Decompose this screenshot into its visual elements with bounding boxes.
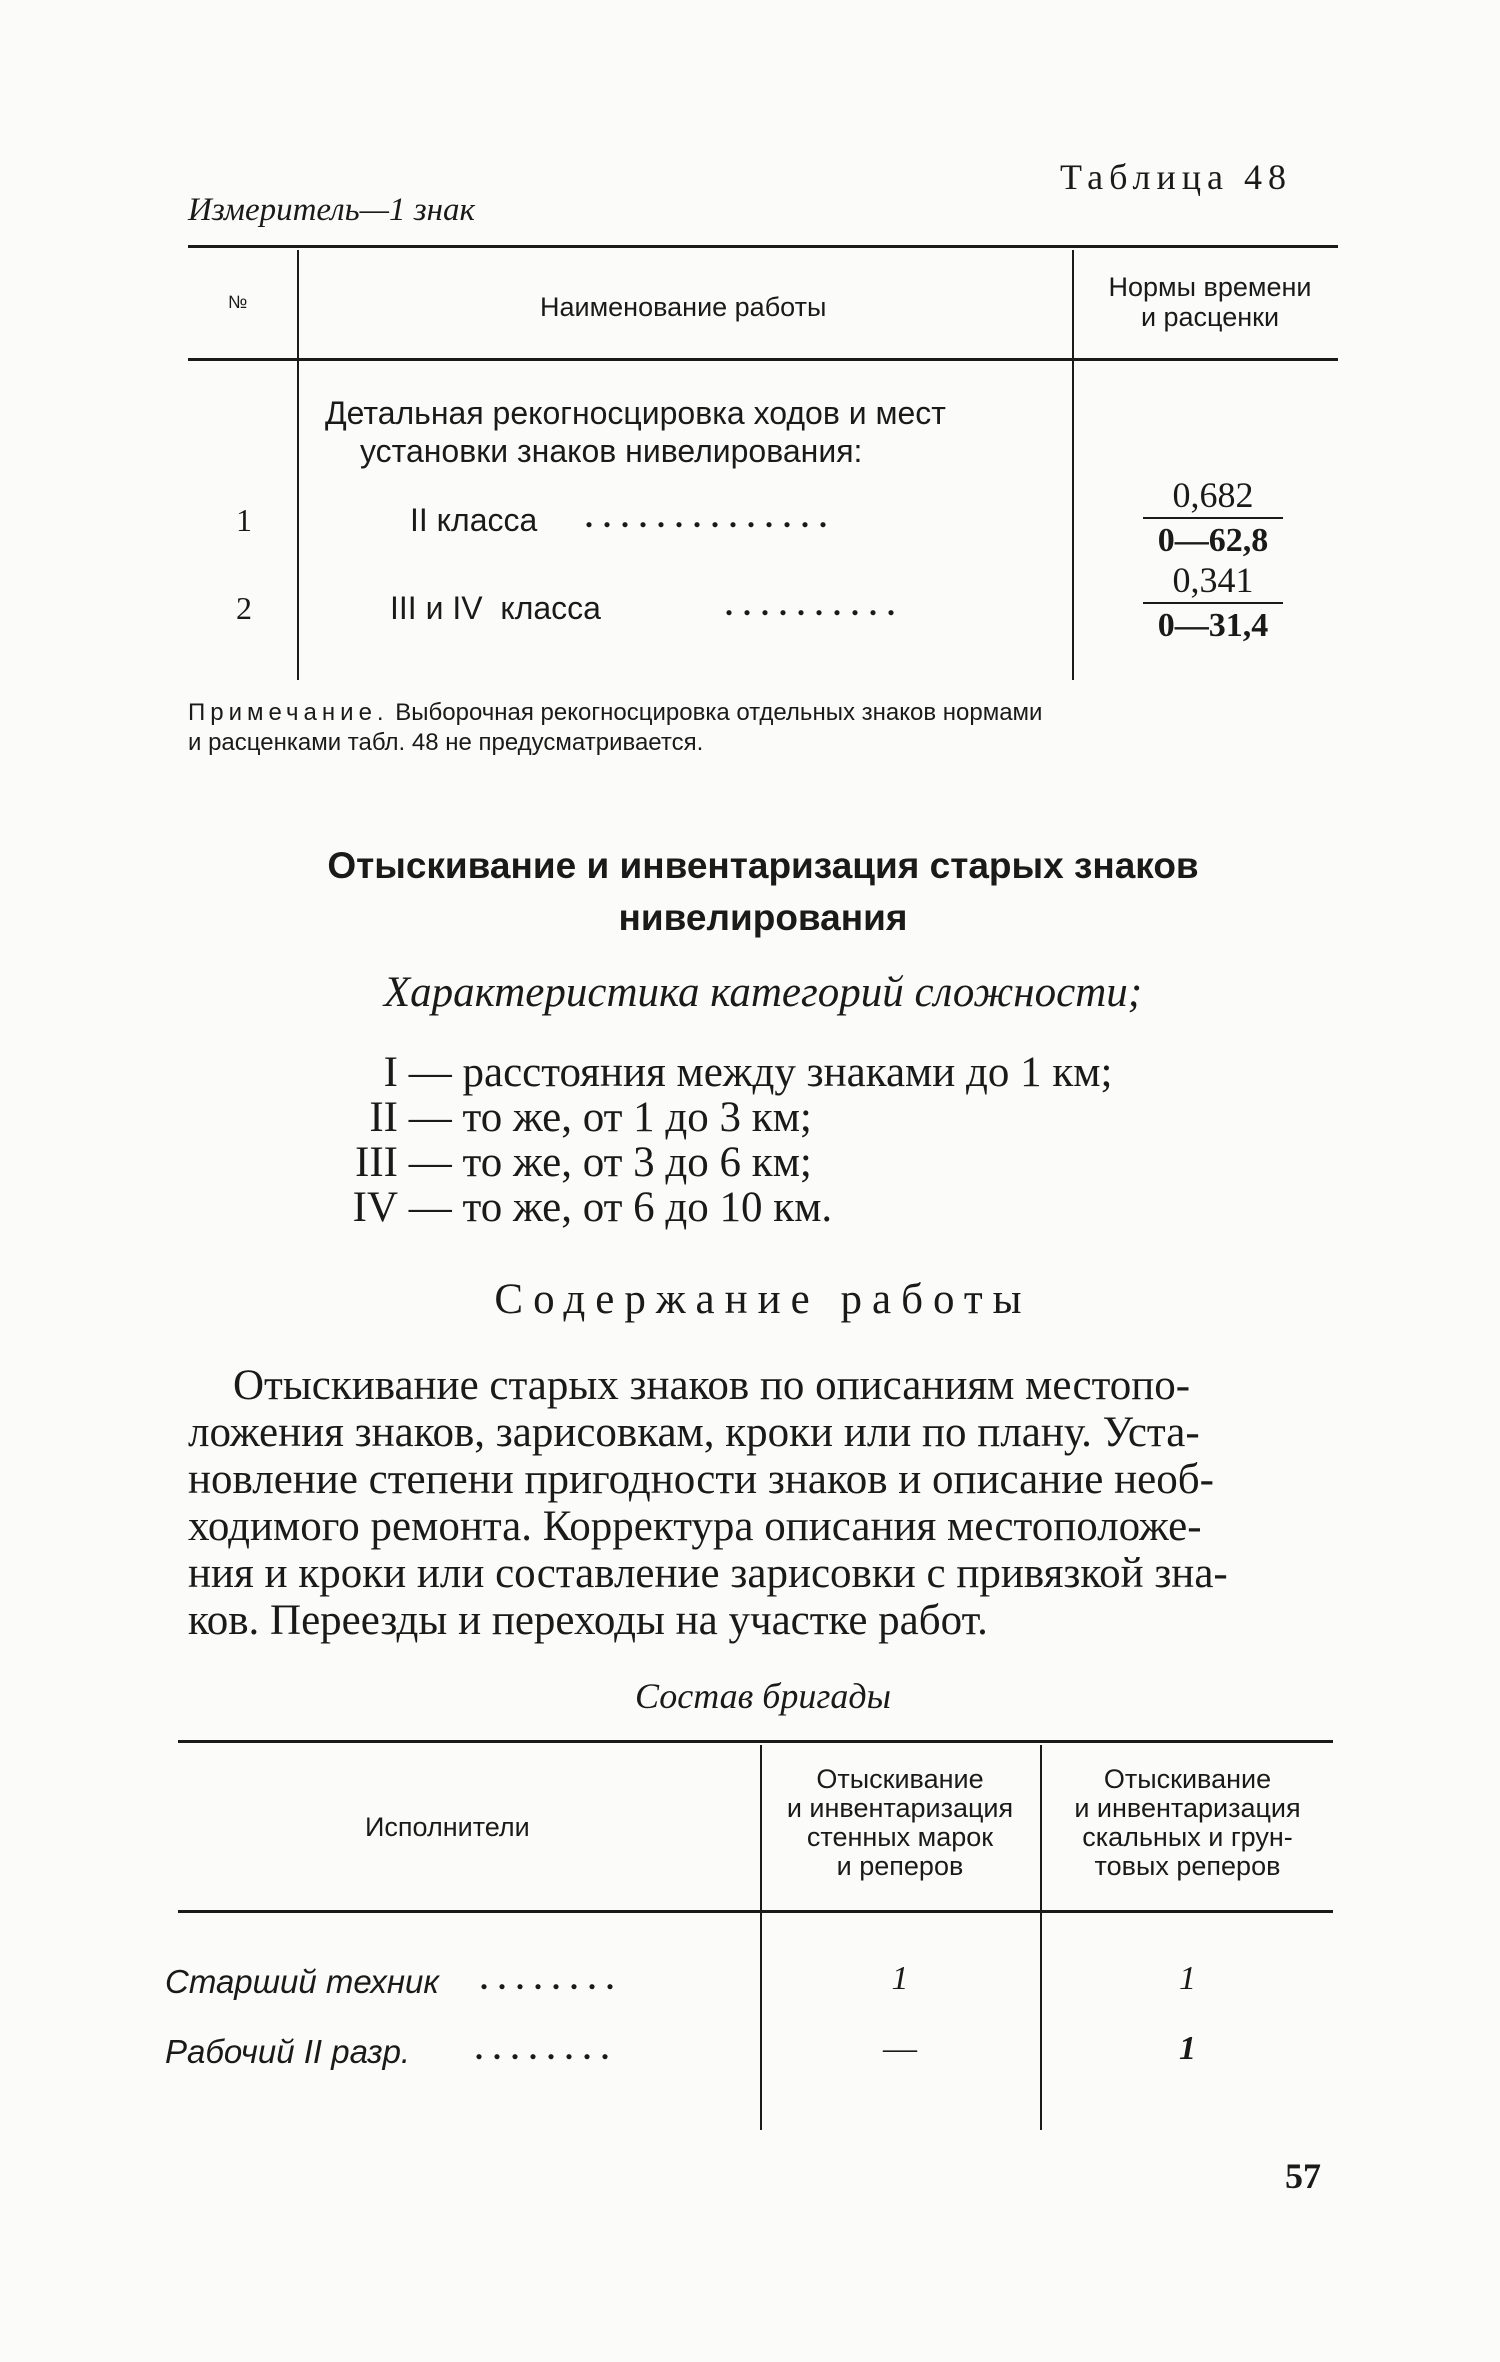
header-line: и реперов — [836, 1851, 964, 1881]
content-line: ния и кроки или составление зарисовки с привязкой зна- — [188, 1550, 1228, 1597]
table-group-line2: установки знаков нивелирования: — [360, 433, 863, 469]
categories-title: Характеристика категорий сложности; — [383, 969, 1143, 1016]
table-row-1-dots: .............. — [585, 498, 837, 534]
table-header-name: Наименование работы — [540, 292, 827, 322]
brigade-header-col2 — [1045, 1765, 1330, 1881]
table-measure: Измеритель—1 знак — [188, 192, 475, 228]
categories-list — [318, 1050, 1112, 1230]
section-heading-line2: нивелирования — [618, 897, 908, 938]
table-row-1-fraction — [1143, 475, 1283, 561]
header-line: и инвентаризация — [786, 1793, 1014, 1823]
table-note-label: Примечание. — [188, 699, 389, 726]
table-col-divider-1 — [297, 250, 299, 680]
table-note-text1: Выборочная рекогносцировка отдельных знаков нормами — [388, 699, 1043, 726]
section-heading — [188, 840, 1338, 944]
header-line: и инвентаризация — [1074, 1793, 1301, 1823]
category-roman: IV — [352, 1184, 398, 1231]
table-header-norms-line2: и расценки — [1140, 302, 1280, 332]
table-row-1-norm: 0,682 — [1172, 475, 1254, 515]
brigade-header-performers: Исполнители — [365, 1812, 530, 1842]
content-title: Содержание работы — [494, 1276, 1032, 1323]
brigade-header-col1 — [765, 1765, 1035, 1881]
category-text: — то же, от 3 до 6 км; — [408, 1139, 812, 1186]
brigade-row-1-col2: 1 — [1179, 1960, 1196, 1997]
table-header-num: № — [228, 292, 248, 312]
brigade-title: Состав бригады — [634, 1676, 892, 1716]
brigade-row-1-col1: 1 — [891, 1960, 909, 1997]
brigade-header-rule — [178, 1910, 1333, 1913]
category-text: — то же, от 6 до 10 км. — [408, 1184, 833, 1231]
table-row-1-price: 0—62,8 — [1157, 522, 1269, 559]
brigade-row-1-dots: ........ — [480, 1960, 624, 1996]
table-row-1-name: II класса — [410, 502, 538, 538]
brigade-row-2-dots: ........ — [475, 2030, 619, 2066]
header-line: Отыскивание — [1103, 1764, 1272, 1794]
content-line: ходимого ремонта. Корректура описания местоположе- — [188, 1503, 1202, 1550]
category-item — [318, 1185, 1112, 1230]
table-header-norms-line1: Нормы времени — [1108, 272, 1312, 302]
table-note-line2: и расценками табл. 48 не предусматривается. — [188, 729, 704, 756]
table-row-2-num: 2 — [236, 590, 252, 626]
header-line: Отыскивание — [816, 1764, 984, 1794]
category-roman: II — [369, 1094, 398, 1141]
content-paragraph — [188, 1362, 1228, 1644]
brigade-row-2-col1: — — [883, 2030, 917, 2067]
content-line: Отыскивание старых знаков по описаниям местопо- — [233, 1362, 1191, 1409]
brigade-top-rule — [178, 1740, 1333, 1743]
category-text: — расстояния между знаками до 1 км; — [408, 1049, 1113, 1096]
table-row-2-name: III и IV класса — [390, 590, 601, 626]
section-heading-line1: Отыскивание и инвентаризация старых знаков — [327, 845, 1199, 886]
content-line: ков. Переезды и переходы на участке работ. — [188, 1597, 988, 1644]
fraction-bar — [1143, 602, 1283, 604]
category-roman: I — [383, 1049, 398, 1096]
table-row-2-norm: 0,341 — [1172, 560, 1254, 600]
table-note — [188, 698, 1042, 758]
table-note-line1 — [188, 698, 1042, 728]
category-item — [318, 1050, 1112, 1095]
category-item — [318, 1095, 1112, 1140]
header-line: скальных и грун- — [1082, 1822, 1293, 1852]
content-line: ложения знаков, зарисовкам, кроки или по плану. Уста- — [188, 1409, 1200, 1456]
brigade-row-1-name: Старший техник — [165, 1963, 439, 2000]
table-header-norms — [1085, 272, 1335, 332]
fraction-bar — [1143, 517, 1283, 519]
table-row-2-dots: .......... — [725, 586, 905, 622]
brigade-col-divider-2 — [1040, 1745, 1042, 2130]
table-header-rule — [188, 358, 1338, 361]
table-group-line1: Детальная рекогносцировка ходов и мест — [325, 395, 946, 431]
header-line: стенных марок — [806, 1822, 994, 1852]
brigade-row-2-name: Рабочий II разр. — [165, 2033, 411, 2070]
brigade-col-divider-1 — [760, 1745, 762, 2130]
table-title: Таблица 48 — [1060, 157, 1292, 197]
brigade-row-2-col2: 1 — [1179, 2030, 1196, 2067]
category-item — [318, 1140, 1112, 1185]
table-row-2-fraction — [1143, 560, 1283, 646]
category-text: — то же, от 1 до 3 км; — [408, 1094, 812, 1141]
table-row-1-num: 1 — [236, 502, 252, 538]
category-roman: III — [355, 1139, 398, 1186]
content-line: новление степени пригодности знаков и описание необ- — [188, 1456, 1214, 1503]
table-col-divider-2 — [1072, 250, 1074, 680]
page-number: 57 — [1285, 2156, 1321, 2196]
table-top-rule — [188, 245, 1338, 248]
table-row-2-price: 0—31,4 — [1157, 607, 1269, 644]
header-line: товых реперов — [1094, 1851, 1281, 1881]
